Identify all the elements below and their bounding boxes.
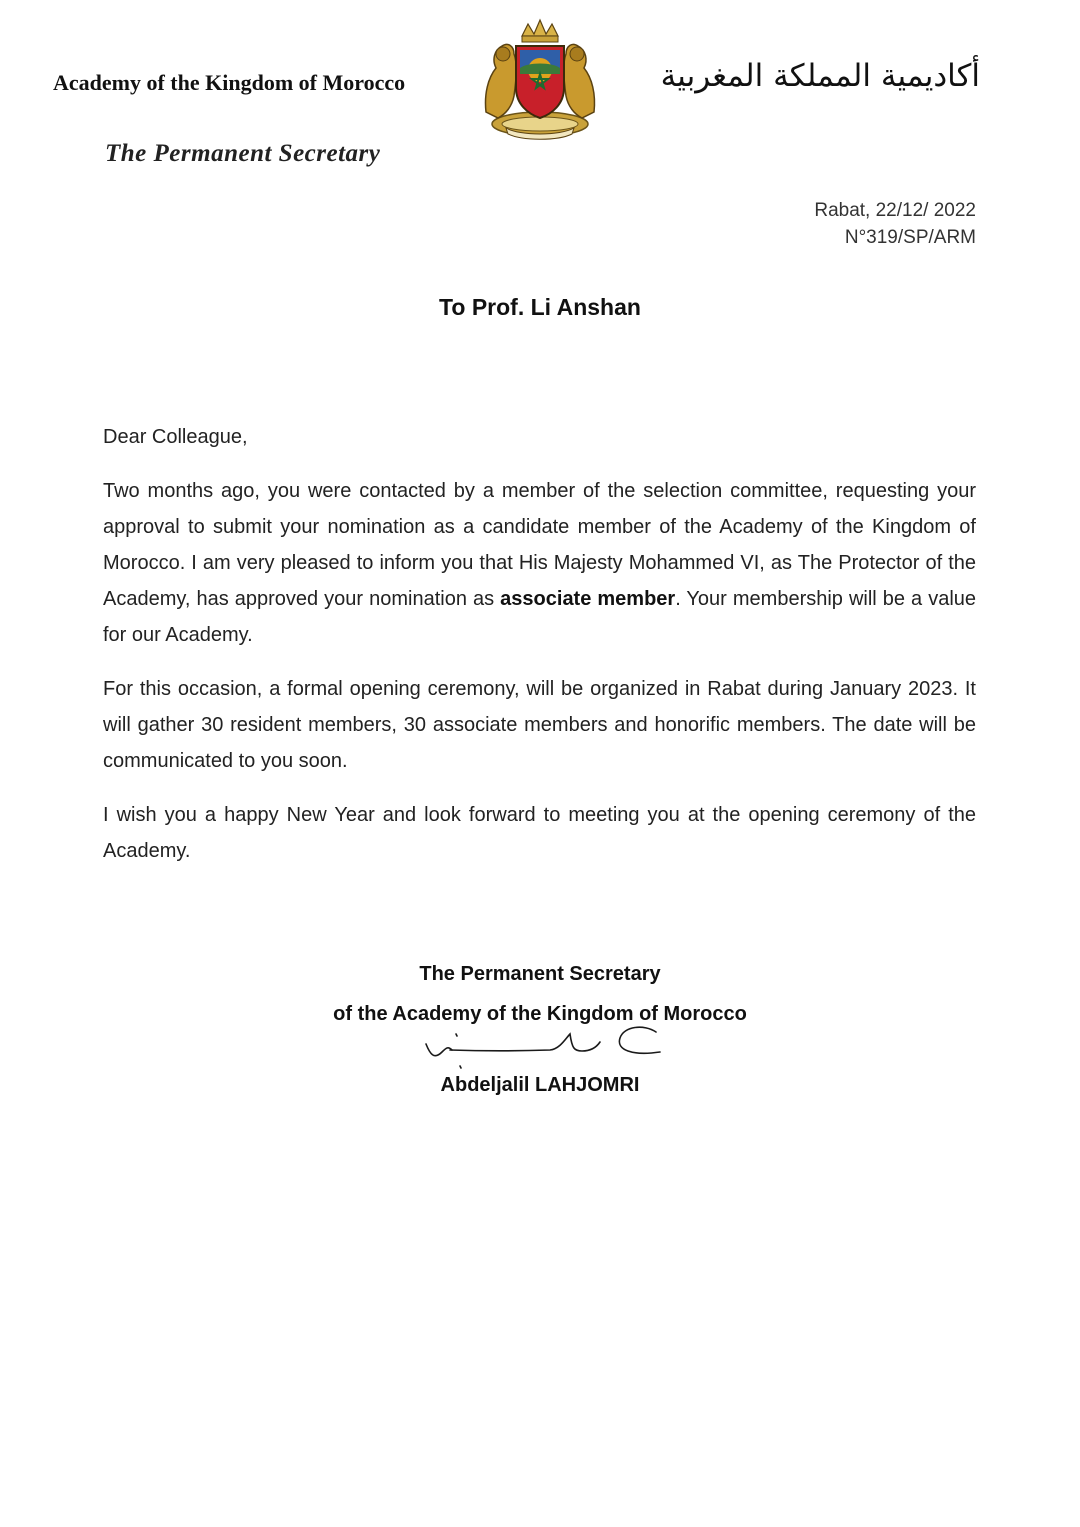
moroccan-royal-coat-of-arms-icon — [476, 16, 604, 144]
recipient-line: To Prof. Li Anshan — [439, 294, 641, 320]
institution-name-english: Academy of the Kingdom of Morocco — [53, 70, 406, 95]
institution-name-arabic: أكاديمية المملكة المغربية — [660, 58, 980, 94]
paragraph-nomination — [103, 473, 976, 653]
handwritten-signature-icon — [420, 1018, 670, 1076]
place-date: Rabat, 22/12/ 2022 — [814, 200, 976, 221]
paragraph-wishes: I wish you a happy New Year and look forward to meeting you at the opening ceremony of the Academy. — [103, 804, 976, 862]
letter-body — [103, 419, 976, 887]
signatory-title-line1: The Permanent Secretary — [419, 963, 661, 985]
salutation: Dear Colleague, — [103, 426, 248, 448]
paragraph-ceremony: For this occasion, a formal opening ceremony, will be organized in Rabat during January 2023. It will gather 30 resident members, 30 associate members and honorific members. The date will be communicated to you soon. — [103, 678, 976, 772]
paragraph-nomination-end: . Your membership will be a value for our Academy. — [103, 588, 977, 646]
signatory-title-line2: of the Academy of the Kingdom of Morocco — [333, 1003, 747, 1025]
reference-number: N°319/SP/ARM — [844, 227, 976, 248]
paragraph-nomination-start: Two months ago, you were contacted by a member of the selection committee, requesting your approval to submit your nomination as a candidate member of the Academy of the Kingdom of Morocco. I am very pleased to inform you that His Majesty Mohammed VI, as The Protector of the Academy, has approved your nomination as — [103, 480, 976, 610]
office-title: The Permanent Secretary — [105, 140, 381, 167]
signer-name: Abdeljalil LAHJOMRI — [440, 1074, 640, 1096]
letter-meta — [814, 197, 976, 251]
membership-type: associate member — [500, 588, 676, 610]
